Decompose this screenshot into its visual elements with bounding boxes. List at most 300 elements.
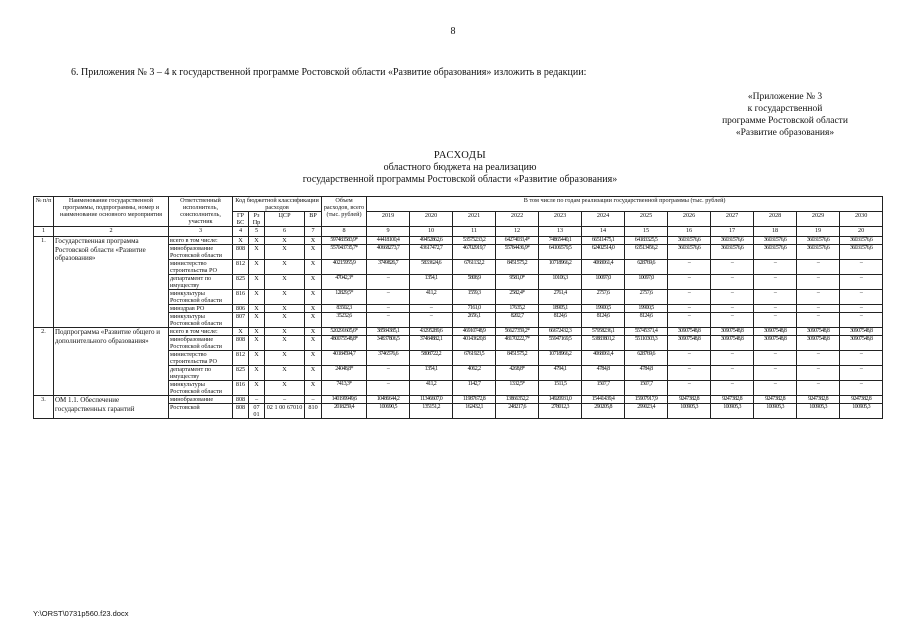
row-year-value: 30907548,8 — [840, 328, 883, 336]
column-number: 20 — [840, 227, 883, 237]
row-grbs: 825 — [233, 366, 249, 381]
row-vr: X — [305, 305, 322, 313]
row-year-value: 100905,3 — [797, 404, 840, 419]
row-vr: X — [305, 366, 322, 381]
row-year-value: – — [797, 305, 840, 313]
column-number: 10 — [410, 227, 453, 237]
row-executor: минкультуры Ростовской области — [169, 290, 233, 305]
row-vr: X — [305, 237, 322, 245]
row-year-value: 9247382,8 — [797, 396, 840, 404]
row-year-value: 1354,1 — [410, 275, 453, 290]
row-number: 1. — [34, 237, 54, 328]
row-rzpr: X — [249, 305, 265, 313]
row-year-value: 62402514,0 — [582, 245, 625, 260]
row-year-value: 5808,9 — [453, 275, 496, 290]
row-year-value: – — [754, 351, 797, 366]
row-year-value: 4784,8 — [582, 366, 625, 381]
header-rzpr: Рз Пр — [249, 212, 265, 227]
header-year: 2021 — [453, 212, 496, 227]
row-grbs: 807 — [233, 313, 249, 328]
row-year-value: 8451575,2 — [496, 351, 539, 366]
row-year-value: 64274033,4* — [496, 237, 539, 245]
row-year-value: 5833624,6 — [410, 260, 453, 275]
row-vr: – — [305, 396, 322, 404]
row-total: 47042,3* — [322, 275, 367, 290]
row-rzpr: X — [249, 336, 265, 351]
row-year-value: – — [754, 275, 797, 290]
row-year-value: – — [668, 313, 711, 328]
row-rzpr: X — [249, 260, 265, 275]
row-total: 83502,3 — [322, 305, 367, 313]
row-rzpr: X — [249, 366, 265, 381]
row-year-value: 40143620,8 — [453, 336, 496, 351]
row-year-value: 7161,0 — [453, 305, 496, 313]
column-number: 18 — [754, 227, 797, 237]
row-grbs: 812 — [233, 351, 249, 366]
row-total: 480075548,8* — [322, 336, 367, 351]
header-no: № п/п — [34, 197, 54, 227]
row-grbs: 816 — [233, 290, 249, 305]
row-year-value: – — [754, 290, 797, 305]
row-total: 35232,6 — [322, 313, 367, 328]
column-number: 7 — [305, 227, 322, 237]
row-year-value: 4068061,4 — [582, 260, 625, 275]
row-year-value: 43295289,6 — [410, 328, 453, 336]
row-number: 2. — [34, 328, 54, 396]
row-executor: Ростовской — [169, 404, 233, 419]
row-executor: департамент по имуществу — [169, 275, 233, 290]
row-total: 24048,8* — [322, 366, 367, 381]
row-csr: X — [265, 245, 305, 260]
row-year-value: – — [840, 305, 883, 313]
header-csr: ЦСР — [265, 212, 305, 227]
row-vr: X — [305, 275, 322, 290]
column-number: 9 — [367, 227, 410, 237]
appendix-line: «Развитие образования» — [735, 128, 835, 138]
row-year-value: 46910748,9 — [453, 328, 496, 336]
row-vr: X — [305, 313, 322, 328]
row-year-value: 43617472,7 — [410, 245, 453, 260]
row-csr: X — [265, 351, 305, 366]
column-number: 13 — [539, 227, 582, 237]
column-number: 8 — [322, 227, 367, 237]
row-year-value: 30907548,8 — [840, 336, 883, 351]
header-code-group: Код бюджетной классификации расходов — [233, 197, 322, 212]
row-year-value: 628769,6 — [625, 351, 668, 366]
row-year-value: – — [711, 305, 754, 313]
row-grbs: X — [233, 328, 249, 336]
row-executor: минкультуры Ростовской области — [169, 313, 233, 328]
row-year-value: 13866352,2 — [496, 396, 539, 404]
header-year: 2022 — [496, 212, 539, 227]
row-year-value: 2757,6 — [582, 290, 625, 305]
row-vr: X — [305, 328, 322, 336]
row-year-value: 162432,1 — [453, 404, 496, 419]
row-year-value: – — [668, 260, 711, 275]
row-year-value: 36031576,6 — [840, 237, 883, 245]
row-grbs: X — [233, 237, 249, 245]
row-year-value: 36031576,6 — [797, 237, 840, 245]
table-row — [34, 396, 883, 404]
row-year-value: 14920931,0 — [539, 396, 582, 404]
row-year-value: 4784,8 — [625, 366, 668, 381]
row-grbs: 808 — [233, 245, 249, 260]
row-year-value: 40668273,7 — [367, 245, 410, 260]
header-years-group: В том числе по годам реализации государственной программы (тыс. рублей) — [367, 197, 883, 212]
row-year-value: – — [840, 290, 883, 305]
row-year-value: 30907548,8 — [754, 328, 797, 336]
row-year-value: – — [754, 305, 797, 313]
table-row — [34, 328, 883, 336]
column-number: 19 — [797, 227, 840, 237]
row-year-value: 30907548,8 — [711, 336, 754, 351]
row-csr: X — [265, 275, 305, 290]
row-year-value: 30907548,8 — [754, 336, 797, 351]
row-year-value: – — [367, 381, 410, 396]
row-year-value: – — [367, 313, 410, 328]
row-total: 520291605,6* — [322, 328, 367, 336]
row-executor: минобразование Ростовской области — [169, 245, 233, 260]
row-csr: X — [265, 305, 305, 313]
row-year-value: 278012,3 — [539, 404, 582, 419]
row-vr: X — [305, 336, 322, 351]
row-total: 557043735,7* — [322, 245, 367, 260]
row-year-value: 64106579,5 — [539, 245, 582, 260]
header-name: Наименование государственной программы, подпрограммы, номер и наименование основного мероприятия — [54, 197, 169, 227]
row-year-value: – — [797, 260, 840, 275]
row-year-value: 1354,1 — [410, 366, 453, 381]
row-year-value: 9247382,8 — [668, 396, 711, 404]
row-executor: минобразование Ростовской области — [169, 336, 233, 351]
row-executor: всего в том числе: — [169, 328, 233, 336]
row-year-value: 2761,4 — [539, 290, 582, 305]
title-line: государственной программы Ростовской области «Развитие образования» — [302, 174, 618, 185]
row-total: 140199949,6 — [322, 396, 367, 404]
row-year-value: – — [797, 290, 840, 305]
row-year-value: 1507,7 — [625, 381, 668, 396]
row-year-value: 4062,2 — [453, 366, 496, 381]
row-number: 3. — [34, 396, 54, 419]
column-number: 3 — [169, 227, 233, 237]
row-year-value: 19900,5 — [625, 305, 668, 313]
row-year-value: – — [668, 381, 711, 396]
row-rzpr: X — [249, 245, 265, 260]
column-number: 6 — [265, 227, 305, 237]
row-year-value: 55110303,3 — [625, 336, 668, 351]
row-year-value: – — [797, 351, 840, 366]
row-year-value: 6761132,2 — [453, 260, 496, 275]
row-year-value: 74865440,1 — [539, 237, 582, 245]
row-year-value: 46702919,7 — [453, 245, 496, 260]
row-total: 40184594,7 — [322, 351, 367, 366]
header-vr: ВР — [305, 212, 322, 227]
row-year-value: 36031576,6 — [711, 245, 754, 260]
row-year-value: 19900,5 — [582, 305, 625, 313]
row-csr: 02 1 00 67010 — [265, 404, 305, 419]
row-year-value: 1332,5* — [496, 381, 539, 396]
row-year-value: – — [711, 313, 754, 328]
row-year-value: 10718966,2 — [539, 260, 582, 275]
header-year: 2028 — [754, 212, 797, 227]
row-year-value: 10486644,2 — [367, 396, 410, 404]
row-year-value: 15907917,9 — [625, 396, 668, 404]
column-number: 15 — [625, 227, 668, 237]
row-year-value: – — [410, 313, 453, 328]
title-heading: РАСХОДЫ — [433, 150, 487, 161]
appendix-line: к государственной — [747, 104, 823, 114]
row-year-value: 15441439,4 — [582, 396, 625, 404]
row-rzpr: X — [249, 237, 265, 245]
row-rzpr: X — [249, 313, 265, 328]
row-year-value: 2582,4* — [496, 290, 539, 305]
row-year-value: 36031576,6 — [668, 237, 711, 245]
row-year-value: 36031576,6 — [754, 237, 797, 245]
column-number: 17 — [711, 227, 754, 237]
header-volume: Объем расходов, всего (тыс. рублей) — [322, 197, 367, 227]
row-year-value: 30907548,8 — [711, 328, 754, 336]
row-vr: 810 — [305, 404, 322, 419]
row-year-value: 37484882,1 — [410, 336, 453, 351]
row-grbs: 812 — [233, 260, 249, 275]
row-year-value: 100905,3 — [668, 404, 711, 419]
row-year-value: 8451575,2 — [496, 260, 539, 275]
row-year-value: 36031576,6 — [668, 245, 711, 260]
row-year-value: – — [367, 290, 410, 305]
row-year-value: 30907548,8 — [797, 328, 840, 336]
row-year-value: 53883801,2 — [582, 336, 625, 351]
file-path-footer: Y:\ORST\0731p560.f23.docx — [33, 609, 129, 618]
row-year-value: 17635,2 — [496, 305, 539, 313]
row-year-value: 9247382,8 — [711, 396, 754, 404]
column-number: 14 — [582, 227, 625, 237]
row-rzpr: – — [249, 396, 265, 404]
row-year-value: 411,2 — [410, 290, 453, 305]
row-year-value: – — [840, 260, 883, 275]
row-executor: минздрав РО — [169, 305, 233, 313]
row-year-value: – — [754, 366, 797, 381]
row-year-value: 299023,4 — [625, 404, 668, 419]
row-csr: X — [265, 313, 305, 328]
row-year-value: – — [754, 313, 797, 328]
row-vr: X — [305, 260, 322, 275]
row-csr: X — [265, 237, 305, 245]
row-year-value: 4794,1 — [539, 366, 582, 381]
row-year-value: 30907548,8 — [668, 336, 711, 351]
row-year-value: 10718966,2 — [539, 351, 582, 366]
row-year-value: 2757,6 — [625, 290, 668, 305]
row-year-value: 248217,6 — [496, 404, 539, 419]
title-line: областного бюджета на реализацию — [383, 162, 537, 173]
row-year-value: 1507,7 — [582, 381, 625, 396]
row-year-value: – — [410, 305, 453, 313]
header-grbs: ГР БС — [233, 212, 249, 227]
row-year-value: 8124,6 — [539, 313, 582, 328]
header-year: 2020 — [410, 212, 453, 227]
row-year-value: 100690,5 — [367, 404, 410, 419]
row-year-value: 10106,3 — [539, 275, 582, 290]
row-year-value: – — [668, 305, 711, 313]
column-number: 4 — [233, 227, 249, 237]
row-executor: всего в том числе: — [169, 237, 233, 245]
row-csr: – — [265, 396, 305, 404]
row-year-value: 10097,0 — [625, 275, 668, 290]
row-rzpr: 07 01 — [249, 404, 265, 419]
row-year-value: – — [840, 313, 883, 328]
row-grbs: 806 — [233, 305, 249, 313]
row-year-value: – — [367, 305, 410, 313]
column-numbers-row — [34, 227, 883, 237]
row-year-value: – — [668, 366, 711, 381]
row-vr: X — [305, 381, 322, 396]
row-name: ОМ 1.1. Обеспечение государственных гарантий — [54, 396, 169, 419]
row-year-value: 11987672,8 — [453, 396, 496, 404]
row-executor: министерство строительства РО — [169, 351, 233, 366]
expenses-table — [33, 196, 883, 419]
row-year-value: – — [754, 381, 797, 396]
row-year-value: 2656,1 — [453, 313, 496, 328]
row-year-value: 30907548,8 — [668, 328, 711, 336]
row-csr: X — [265, 381, 305, 396]
row-year-value: – — [711, 290, 754, 305]
document-title — [210, 150, 710, 186]
row-year-value: 9247382,8 — [840, 396, 883, 404]
row-year-value: – — [711, 351, 754, 366]
row-total: 12829,5* — [322, 290, 367, 305]
row-vr: X — [305, 351, 322, 366]
row-year-value: 9247382,8 — [754, 396, 797, 404]
row-total: 40215955,9 — [322, 260, 367, 275]
row-year-value: – — [797, 366, 840, 381]
header-year: 2025 — [625, 212, 668, 227]
row-year-value: 44418100,4 — [367, 237, 410, 245]
row-total: 2018259,4 — [322, 404, 367, 419]
header-executor: Ответственный исполнитель, соисполнитель, участник — [169, 197, 233, 227]
column-number: 11 — [453, 227, 496, 237]
row-year-value: – — [711, 275, 754, 290]
row-year-value: 1511,5 — [539, 381, 582, 396]
appendix-line: программе Ростовской области — [722, 116, 848, 126]
row-year-value: 8202,7 — [496, 313, 539, 328]
header-year: 2019 — [367, 212, 410, 227]
row-csr: X — [265, 290, 305, 305]
row-year-value: 4268,8* — [496, 366, 539, 381]
row-year-value: 49452862,6 — [410, 237, 453, 245]
header-year: 2026 — [668, 212, 711, 227]
row-year-value: 55947169,5 — [539, 336, 582, 351]
row-year-value: – — [840, 366, 883, 381]
appendix-block — [700, 91, 870, 139]
row-year-value: 100905,3 — [711, 404, 754, 419]
row-year-value: 36031576,6 — [754, 245, 797, 260]
row-year-value: – — [840, 275, 883, 290]
row-year-value: 6761923,5 — [453, 351, 496, 366]
column-number: 2 — [54, 227, 169, 237]
row-year-value: – — [668, 275, 711, 290]
row-year-value: – — [754, 260, 797, 275]
row-executor: департамент по имуществу — [169, 366, 233, 381]
row-csr: X — [265, 328, 305, 336]
row-year-value: – — [668, 290, 711, 305]
column-number: 16 — [668, 227, 711, 237]
row-rzpr: X — [249, 328, 265, 336]
row-year-value: 36031576,6 — [840, 245, 883, 260]
row-grbs: 816 — [233, 381, 249, 396]
row-year-value: – — [840, 381, 883, 396]
row-year-value: 34837806,5 — [367, 336, 410, 351]
row-csr: X — [265, 336, 305, 351]
row-year-value: – — [840, 351, 883, 366]
row-year-value: 57958236,1 — [582, 328, 625, 336]
row-year-value: 3746576,6 — [367, 351, 410, 366]
row-year-value: 9581,0* — [496, 275, 539, 290]
row-grbs: 808 — [233, 336, 249, 351]
row-grbs: 825 — [233, 275, 249, 290]
row-year-value: 4068061,4 — [582, 351, 625, 366]
row-year-value: 36031576,6 — [711, 237, 754, 245]
row-year-value: – — [797, 275, 840, 290]
row-year-value: – — [711, 381, 754, 396]
row-year-value: 1142,7 — [453, 381, 496, 396]
row-executor: министерство строительства РО — [169, 260, 233, 275]
row-year-value: – — [367, 366, 410, 381]
row-year-value: 64183325,5 — [625, 237, 668, 245]
row-grbs: 808 — [233, 404, 249, 419]
column-number: 1 — [34, 227, 54, 237]
row-rzpr: X — [249, 351, 265, 366]
row-year-value: 290205,8 — [582, 404, 625, 419]
header-year: 2027 — [711, 212, 754, 227]
row-year-value: 411,2 — [410, 381, 453, 396]
header-year: 2023 — [539, 212, 582, 227]
row-csr: X — [265, 260, 305, 275]
page-number: 8 — [450, 26, 456, 37]
row-year-value: 135151,2 — [410, 404, 453, 419]
row-year-value: 55784436,9* — [496, 245, 539, 260]
row-year-value: – — [711, 260, 754, 275]
row-year-value: 100905,3 — [840, 404, 883, 419]
row-year-value: – — [797, 313, 840, 328]
table-row — [34, 237, 883, 245]
intro-paragraph: 6. Приложения № 3 – 4 к государственной программе Ростовской области «Развитие образования» изложить в редакции: — [71, 67, 587, 78]
row-total: 597483583,9* — [322, 237, 367, 245]
row-year-value: – — [711, 366, 754, 381]
row-year-value: 66672432,3 — [539, 328, 582, 336]
row-year-value: – — [367, 275, 410, 290]
row-year-value: 38584385,1 — [367, 328, 410, 336]
row-year-value: 30907548,8 — [797, 336, 840, 351]
row-year-value: 48170222,7* — [496, 336, 539, 351]
row-year-value: 55745371,4 — [625, 328, 668, 336]
row-rzpr: X — [249, 290, 265, 305]
column-number: 5 — [249, 227, 265, 237]
row-year-value: 1559,3 — [453, 290, 496, 305]
row-total: 7413,3* — [322, 381, 367, 396]
row-rzpr: X — [249, 275, 265, 290]
header-year: 2029 — [797, 212, 840, 227]
row-name: Государственная программа Ростовской области «Развитие образования» — [54, 237, 169, 328]
row-year-value: 11346607,0 — [410, 396, 453, 404]
column-number: 12 — [496, 227, 539, 237]
row-year-value: 100905,3 — [754, 404, 797, 419]
row-grbs: 808 — [233, 396, 249, 404]
header-year: 2024 — [582, 212, 625, 227]
row-year-value: 18905,1 — [539, 305, 582, 313]
row-year-value: 63513456,2 — [625, 245, 668, 260]
row-name: Подпрограмма «Развитие общего и дополнительного образования» — [54, 328, 169, 396]
row-vr: X — [305, 245, 322, 260]
row-year-value: 56627359,2* — [496, 328, 539, 336]
row-year-value: 10097,0 — [582, 275, 625, 290]
